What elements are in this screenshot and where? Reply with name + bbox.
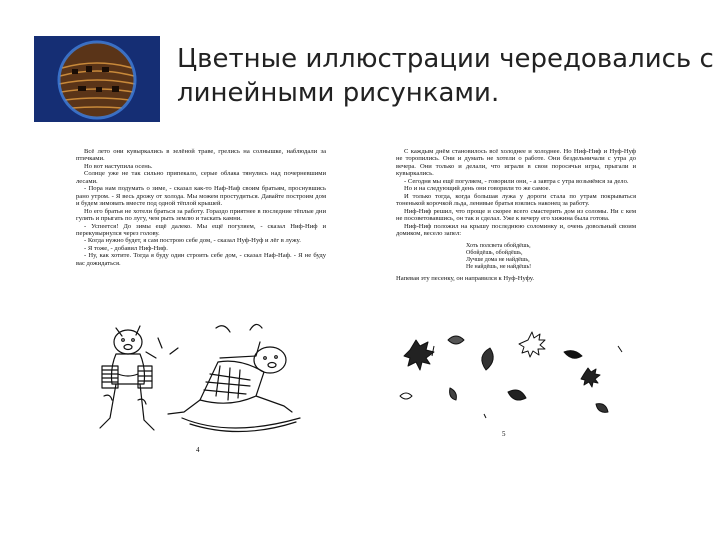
- song-line: Лучше дома не найдёшь,: [466, 257, 530, 264]
- falling-leaves-drawing: [388, 322, 638, 422]
- right-paragraph: И только тогда, когда большая лужа у дороги стала по утрам покрываться тоненькой корочкой льда, ленивые братья взялись наконец за работу.: [396, 192, 636, 208]
- left-paragraph: - Пора нам подумать о зиме, - сказал как-то Наф-Наф своим братьям, проснувшись рано утром. - Я весь дрожу от холода. Мы можем простудиться. Давайте построим дом и будем зимовать вместе под одной тёплой крышей.: [76, 185, 326, 208]
- left-paragraph: - Успеется! До зимы ещё далеко. Мы ещё погуляем, - сказал Ниф-Ниф и перекувырнулся через голову.: [76, 222, 326, 237]
- song-line: Хоть полсвета обойдёшь,: [466, 243, 531, 250]
- slide-title: [177, 42, 714, 110]
- right-paragraph: Но и на следующий день они говорили то же самое.: [404, 185, 551, 193]
- right-page-number: 5: [502, 430, 506, 438]
- globe-logo-icon: [34, 36, 160, 122]
- song-line: Обойдёшь, обойдёшь,: [466, 250, 523, 257]
- left-paragraph: Солнце уже не так сильно припекало, серые облака тянулись над почерневшими лесами.: [76, 170, 326, 185]
- pigs-line-drawing: [70, 318, 335, 446]
- right-paragraph: - Сегодня мы ещё погуляем, - говорили они, - а завтра с утра возьмёмся за дело.: [404, 177, 629, 185]
- left-paragraph: Всё лето они кувыркались в зелёной траве, грелись на солнышке, наблюдали за птичками.: [76, 148, 326, 163]
- right-paragraph: Ниф-Ниф решил, что проще и скорее всего смастерить дом из соломы. Ни с кем не посоветовавшись, он так и сделал. Уже к вечеру его хижина была готова.: [396, 207, 636, 223]
- song-line: Не найдёшь, не найдёшь!: [466, 264, 532, 271]
- song-verse: [466, 243, 636, 271]
- left-paragraph: - Когда нужно будет, я сам построю себе дом, - сказал Нуф-Нуф и лёг в лужу.: [84, 237, 301, 245]
- left-paragraph: Но вот наступила осень.: [84, 162, 153, 170]
- left-paragraph: Но его братья не хотели браться за работу. Гораздо приятнее в последние тёплые дни гулять и прыгать по лугу, чем рыть землю и таскать камни.: [76, 207, 326, 223]
- title-line-1: Цветные иллюстрации чередовались с: [177, 44, 714, 74]
- right-caption: Напевая эту песенку, он направился к Нуф-Нуфу.: [396, 275, 535, 283]
- left-page-number: 4: [196, 446, 200, 454]
- right-paragraph: Ниф-Ниф положил на крышу последнюю соломинку и, очень довольный своим домиком, весело запел:: [396, 222, 636, 237]
- left-paragraph: - Ну, как хотите. Тогда я буду один строить себе дом, - сказал Наф-Наф. - Я не буду вас дожидаться.: [76, 252, 326, 267]
- right-paragraph: С каждым днём становилось всё холоднее и холоднее. Но Ниф-Ниф и Нуф-Нуф не торопились. Они и думать не хотели о работе. Они бездельничали с утра до вечера. Они только и делали, что играли в свои поросячьи игры, прыгали и кувыркались.: [396, 148, 636, 178]
- left-paragraph: - Я тоже, - добавил Ниф-Ниф.: [84, 244, 168, 252]
- title-line-2: линейными рисунками.: [177, 78, 500, 108]
